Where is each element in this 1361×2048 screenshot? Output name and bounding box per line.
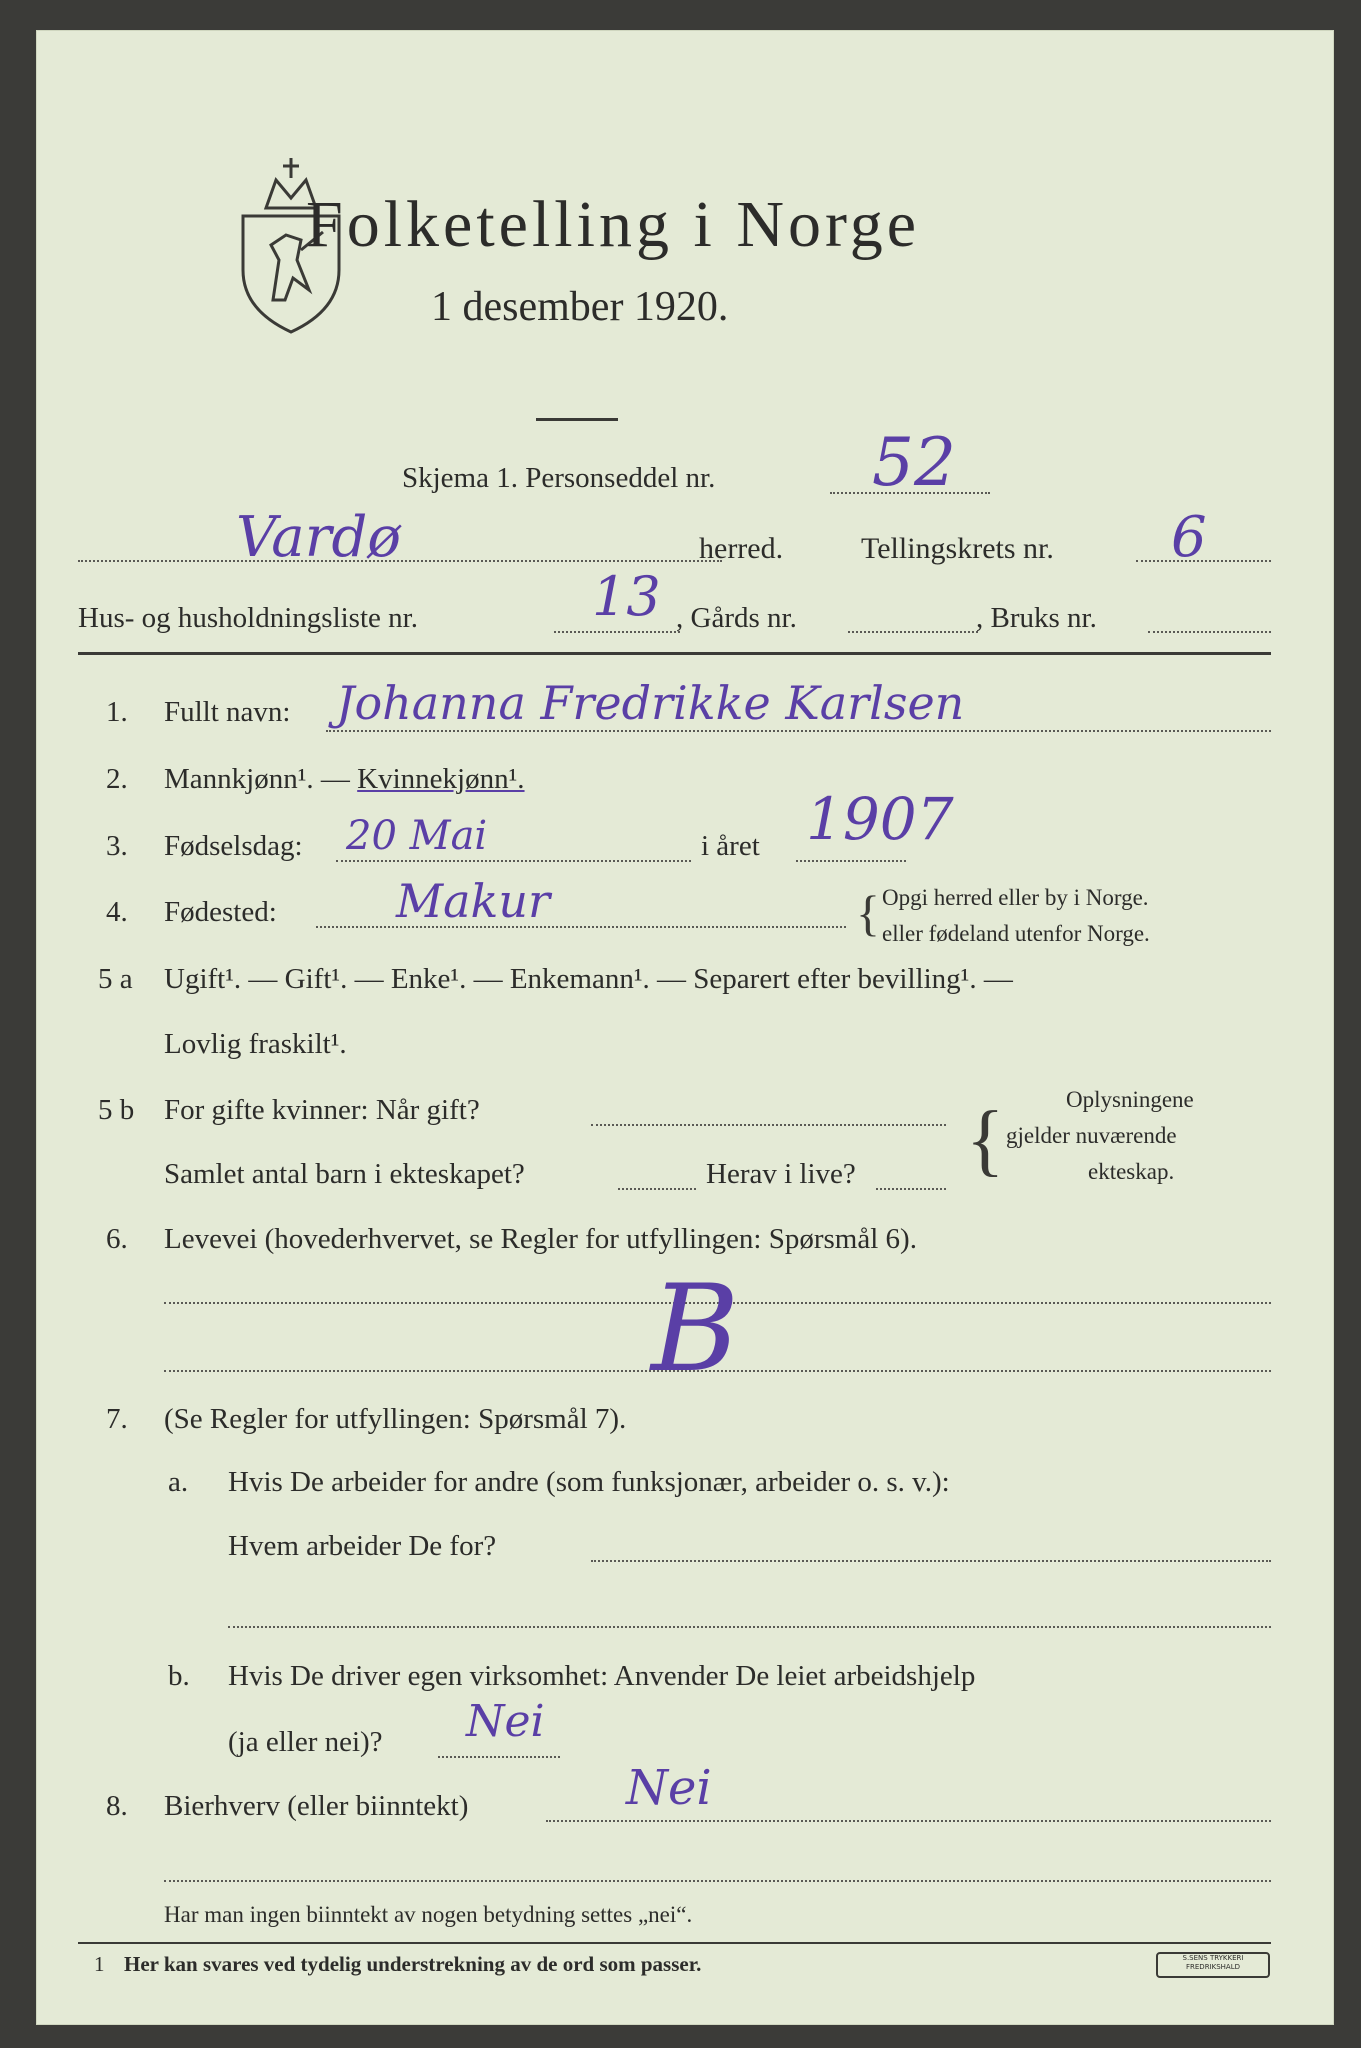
q8-line-2 bbox=[164, 1880, 1271, 1882]
q7a-text: Hvis De arbeider for andre (som funksjonær, arbeider o. s. v.): bbox=[228, 1466, 950, 1498]
q7b-line bbox=[438, 1756, 560, 1758]
q7a-letter: a. bbox=[168, 1466, 189, 1498]
q3-value: 20 Mai bbox=[346, 813, 488, 859]
footnote-text: Her kan svares ved tydelig understrekning av de ord som passer. bbox=[124, 1952, 702, 1976]
bruks-label: , Bruks nr. bbox=[976, 602, 1097, 634]
q7b-text-2: (ja eller nei)? bbox=[228, 1726, 383, 1758]
husliste-label: Hus- og husholdningsliste nr. bbox=[78, 602, 418, 634]
gards-line bbox=[848, 631, 978, 633]
census-form bbox=[36, 30, 1334, 2025]
q5a-text: Ugift¹. — Gift¹. — Enke¹. — Enkemann¹. — Separert efter bevilling¹. — bbox=[164, 963, 1013, 995]
form-title: Folketelling i Norge bbox=[306, 188, 921, 261]
q5b-label-3: Herav i live? bbox=[706, 1158, 856, 1190]
q4-label: Fødested: bbox=[164, 896, 277, 928]
form-date: 1 desember 1920. bbox=[431, 284, 729, 330]
header-rule bbox=[78, 652, 1271, 655]
footer-note: Har man ingen biinntekt av nogen betydning settes „nei“. bbox=[164, 1902, 693, 1927]
q7-number: 7. bbox=[106, 1403, 128, 1435]
q3-year-label: i året bbox=[701, 830, 760, 862]
husliste-line bbox=[554, 631, 680, 633]
q2-male-option: Mannkjønn¹. — bbox=[164, 763, 358, 795]
q5b-label-2: Samlet antal barn i ekteskapet? bbox=[164, 1158, 525, 1190]
q8-value: Nei bbox=[626, 1760, 712, 1816]
printer-stamp bbox=[1156, 1952, 1270, 1978]
q8-number: 8. bbox=[106, 1790, 128, 1822]
q3-number: 3. bbox=[106, 830, 128, 862]
q8-label: Bierhverv (eller biinntekt) bbox=[164, 1790, 469, 1822]
q6-label: Levevei (hovederhvervet, se Regler for utfyllingen: Spørsmål 6). bbox=[164, 1223, 917, 1255]
footnote-mark: 1 bbox=[94, 1952, 105, 1976]
q1-line bbox=[326, 730, 1271, 732]
husliste-value: 13 bbox=[592, 565, 661, 628]
q1-label: Fullt navn: bbox=[164, 696, 291, 728]
printer-stamp-text: S.SENS TRYKKERI FREDRIKSHALD bbox=[1182, 1954, 1244, 1971]
gards-label: , Gårds nr. bbox=[676, 602, 797, 634]
q5b-line bbox=[591, 1124, 946, 1126]
q5b-number: 5 b bbox=[98, 1094, 135, 1126]
q3-line bbox=[336, 860, 691, 862]
personseddel-value: 52 bbox=[872, 424, 956, 501]
q3-label: Fødselsdag: bbox=[164, 830, 303, 862]
q5b-note-1: Oplysningene bbox=[1066, 1087, 1194, 1112]
q4-value: Makur bbox=[396, 874, 551, 928]
tellingskrets-value: 6 bbox=[1171, 505, 1207, 570]
q4-brace: { bbox=[856, 885, 880, 941]
herred-line bbox=[78, 560, 722, 562]
q5b-line-2 bbox=[618, 1188, 696, 1190]
q7a-line-2 bbox=[228, 1626, 1271, 1628]
q1-number: 1. bbox=[106, 696, 128, 728]
q3-year-value: 1907 bbox=[806, 785, 954, 853]
bruks-line bbox=[1148, 631, 1271, 633]
footer-rule bbox=[78, 1942, 1271, 1944]
q6-value: B bbox=[651, 1260, 740, 1399]
q5b-line-3 bbox=[876, 1188, 946, 1190]
q5b-label: For gifte kvinner: Når gift? bbox=[164, 1094, 480, 1126]
q7b-letter: b. bbox=[168, 1660, 190, 1692]
q2-number: 2. bbox=[106, 763, 128, 795]
q5a-number: 5 a bbox=[98, 963, 133, 995]
q7a-text-2: Hvem arbeider De for? bbox=[228, 1530, 497, 1562]
q7b-value: Nei bbox=[466, 1696, 545, 1747]
q2-text bbox=[164, 765, 525, 794]
q8-line-1 bbox=[546, 1820, 1271, 1822]
herred-label: herred. bbox=[699, 532, 784, 565]
herred-value: Vardø bbox=[236, 505, 402, 570]
q5b-note-2: gjelder nuværende bbox=[1006, 1123, 1177, 1148]
q7b-text: Hvis De driver egen virksomhet: Anvender De leiet arbeidshjelp bbox=[228, 1660, 976, 1692]
q5a-text-2: Lovlig fraskilt¹. bbox=[164, 1028, 347, 1060]
q7-label: (Se Regler for utfyllingen: Spørsmål 7). bbox=[164, 1403, 627, 1435]
q2-female-option: Kvinnekjønn¹. bbox=[357, 763, 525, 795]
skjema-label: Skjema 1. Personseddel nr. bbox=[402, 462, 716, 494]
q7a-line-1 bbox=[591, 1560, 1271, 1562]
q3-year-line bbox=[796, 860, 906, 862]
q5b-note-3: ekteskap. bbox=[1088, 1159, 1175, 1184]
q1-value: Johanna Fredrikke Karlsen bbox=[336, 676, 965, 730]
q4-note-1: Opgi herred eller by i Norge. bbox=[882, 885, 1149, 910]
q5b-brace: { bbox=[966, 1096, 1005, 1184]
tellingskrets-label: Tellingskrets nr. bbox=[861, 532, 1054, 565]
q6-number: 6. bbox=[106, 1223, 128, 1255]
title-rule bbox=[536, 418, 618, 421]
q4-number: 4. bbox=[106, 896, 128, 928]
q4-note-2: eller fødeland utenfor Norge. bbox=[882, 921, 1150, 946]
